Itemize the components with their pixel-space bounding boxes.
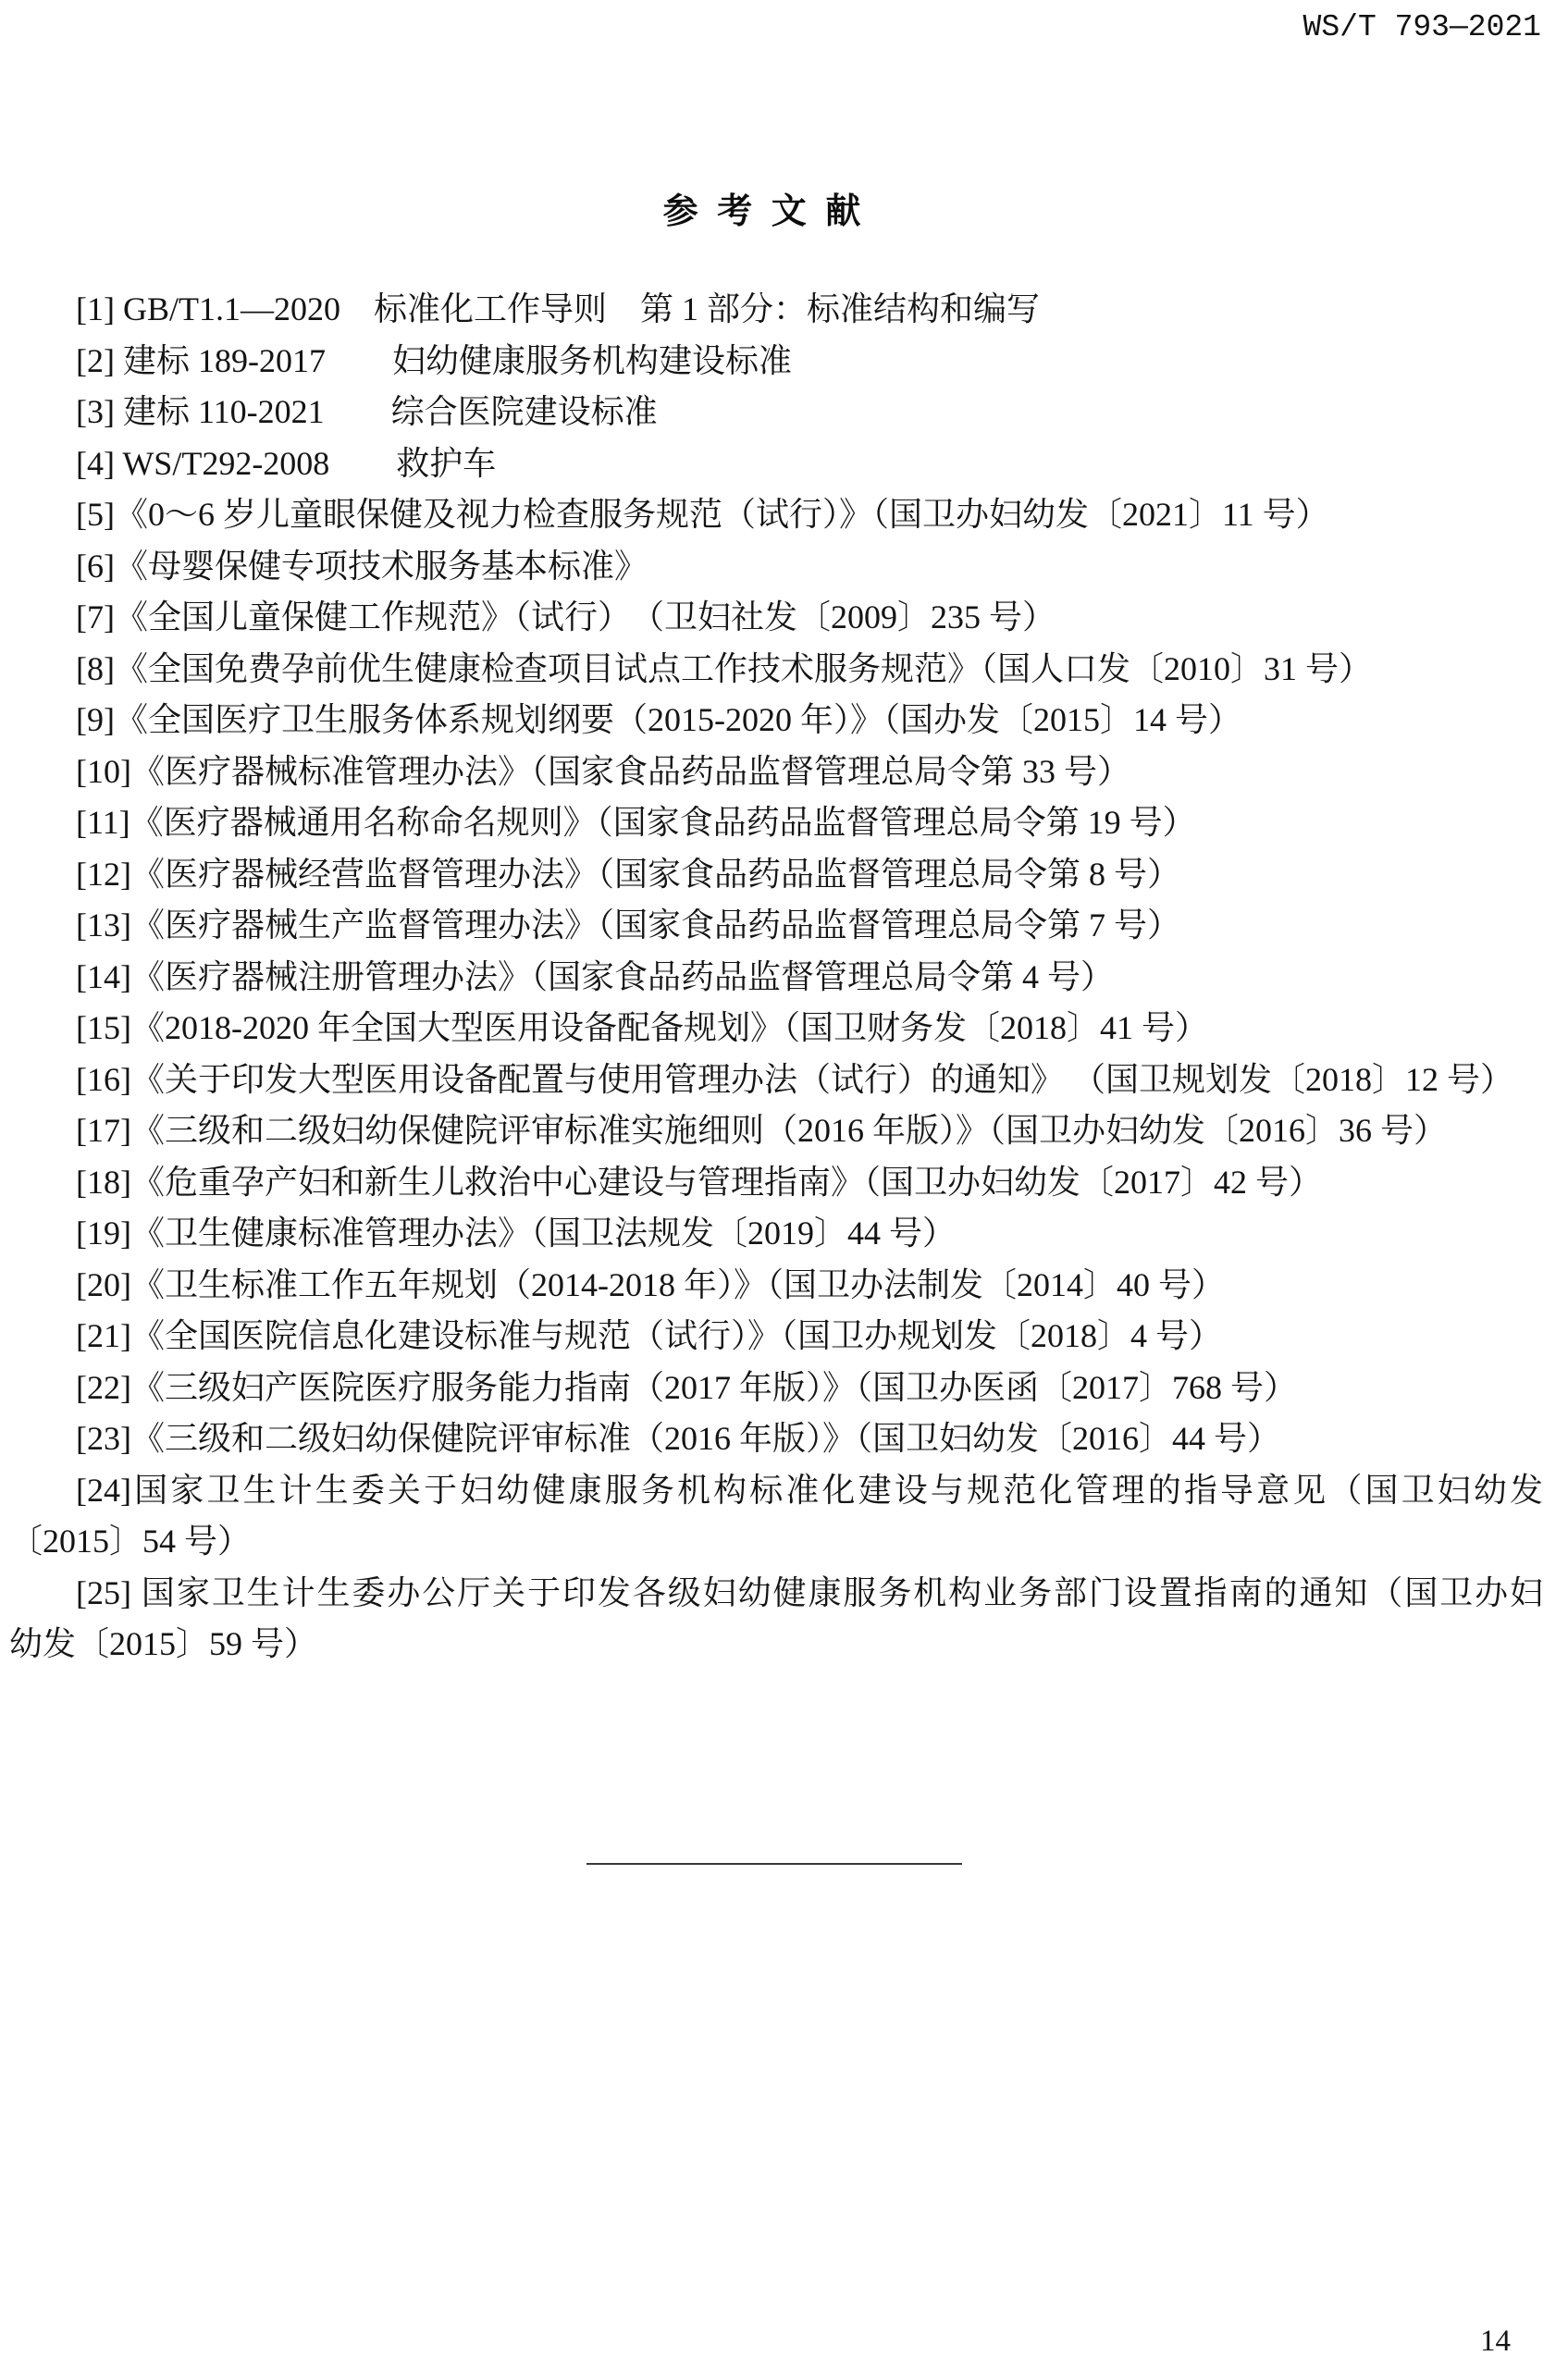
reference-19: [19]《卫生健康标准管理办法》（国卫法规发〔2019〕44 号） — [76, 1215, 956, 1252]
reference-21: [21]《全国医院信息化建设标准与规范（试行）》（国卫办规划发〔2018〕4 号） — [76, 1317, 1222, 1354]
reference-11: [11]《医疗器械通用名称命名规则》（国家食品药品监督管理总局令第 19 号） — [76, 804, 1196, 841]
reference-17: [17]《三级和二级妇幼保健院评审标准实施细则（2016 年版）》（国卫办妇幼发〔2016〕36 号） — [76, 1112, 1447, 1149]
reference-4: [4] WS/T292-2008 救护车 — [76, 444, 497, 482]
reference-18: [18]《危重孕产妇和新生儿救治中心建设与管理指南》（国卫办妇幼发〔2017〕42 号） — [76, 1163, 1322, 1201]
reference-3: [3] 建标 110-2021 综合医院建设标准 — [76, 393, 658, 430]
reference-23: [23]《三级和二级妇幼保健院评审标准（2016 年版）》（国卫妇幼发〔2016〕44 号） — [76, 1420, 1280, 1457]
reference-5: [5]《0～6 岁儿童眼保健及视力检查服务规范（试行）》（国卫办妇幼发〔2021〕11 号） — [76, 496, 1329, 533]
reference-24-line-2: 〔2015〕54 号） — [9, 1523, 252, 1560]
reference-2: [2] 建标 189-2017 妇幼健康服务机构建设标准 — [76, 341, 792, 379]
end-of-document-rule — [586, 1863, 962, 1865]
reference-15: [15]《2018-2020 年全国大型医用设备配备规划》（国卫财务发〔2018〕41 号） — [76, 1009, 1208, 1046]
reference-24-line-1: [24]国家卫生计生委关于妇幼健康服务机构标准化建设与规范化管理的指导意见（国卫妇幼发 — [76, 1471, 1543, 1509]
reference-9: [9]《全国医疗卫生服务体系规划纲要（2015-2020 年）》（国办发〔2015〕14 号） — [76, 701, 1241, 738]
reference-7: [7]《全国儿童保健工作规范》（试行） （卫妇社发〔2009〕235 号） — [76, 598, 1056, 635]
reference-22: [22]《三级妇产医院医疗服务能力指南（2017 年版）》（国卫办医函〔2017〕768 号） — [76, 1368, 1297, 1406]
reference-10: [10]《医疗器械标准管理办法》（国家食品药品监督管理总局令第 33 号） — [76, 752, 1130, 790]
reference-8: [8]《全国免费孕前优生健康检查项目试点工作技术服务规范》（国人口发〔2010〕31 号） — [76, 649, 1372, 687]
reference-14: [14]《医疗器械注册管理办法》（国家食品药品监督管理总局令第 4 号） — [76, 957, 1114, 995]
reference-16: [16]《关于印发大型医用设备配置与使用管理办法（试行）的通知》 （国卫规划发〔2018〕12 号） — [76, 1060, 1513, 1098]
reference-13: [13]《医疗器械生产监督管理办法》（国家食品药品监督管理总局令第 7 号） — [76, 906, 1180, 944]
reference-1: [1] GB/T1.1—2020 标准化工作导则 第 1 部分：标准结构和编写 — [76, 290, 1040, 327]
reference-25-line-2: 幼发〔2015〕59 号） — [9, 1625, 318, 1662]
reference-20: [20]《卫生标准工作五年规划（2014-2018 年）》（国卫办法制发〔2014〕40 号） — [76, 1265, 1225, 1303]
standard-number-header: WS/T 793—2021 — [1303, 10, 1541, 44]
reference-24 — [9, 1465, 1543, 1568]
references-title: 参 考 文 献 — [662, 192, 866, 231]
reference-6: [6]《母婴保健专项技术服务基本标准》 — [76, 547, 648, 585]
reference-12: [12]《医疗器械经营监督管理办法》（国家食品药品监督管理总局令第 8 号） — [76, 855, 1180, 893]
reference-25 — [9, 1568, 1543, 1671]
page-number: 14 — [1480, 2325, 1511, 2358]
reference-25-line-1: [25] 国家卫生计生委办公厅关于印发各级妇幼健康服务机构业务部门设置指南的通知（国卫办妇 — [76, 1573, 1543, 1611]
reference-list — [9, 284, 1543, 1671]
